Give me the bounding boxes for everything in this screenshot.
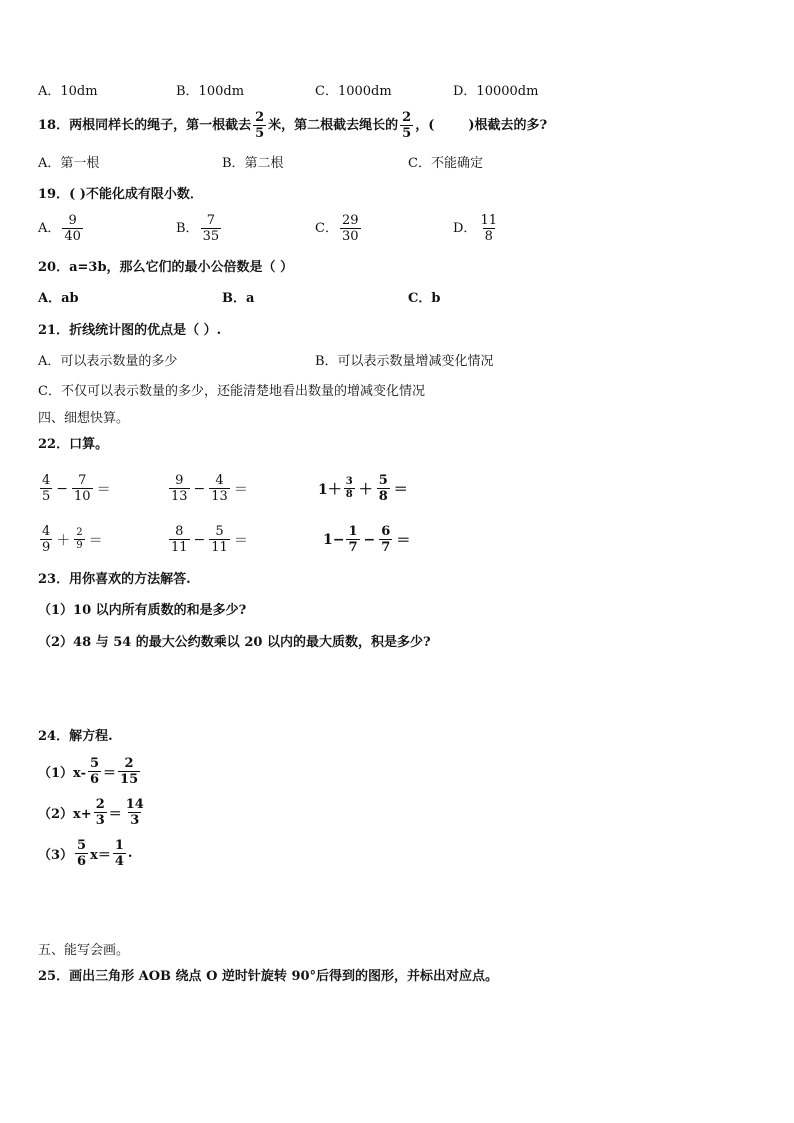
q23-part-2: （2）48 与 54 的最大公约数乘以 20 以内的最大质数，积是多少? bbox=[38, 635, 431, 650]
q20-option-b: B．a bbox=[222, 291, 255, 306]
q18-fraction-2: $\frac{2}{5}$ bbox=[402, 110, 412, 141]
section-four-heading: 四、细想快算。 bbox=[38, 411, 130, 426]
q21-option-a: A．可以表示数量的多少 bbox=[38, 354, 178, 369]
q23-part-1: （1）10 以内所有质数的和是多少? bbox=[38, 603, 247, 618]
q22-expression-2: $\frac{9}{13}$ − $\frac{4}{13}$ ＝ bbox=[171, 473, 248, 504]
q17-option-a: A．10dm bbox=[38, 84, 98, 99]
q20-option-a: A．ab bbox=[38, 291, 79, 306]
q22-expression-6: 1− $\frac{1}{7}$ − $\frac{6}{7}$ ＝ bbox=[323, 524, 411, 555]
q17-option-d: D．10000dm bbox=[453, 84, 539, 99]
q19-option-d: D． $\frac{11}{8}$ bbox=[453, 213, 497, 244]
q25-question: 25．画出三角形 AOB 绕点 O 逆时针旋转 90°后得到的图形，并标出对应点。 bbox=[38, 969, 499, 984]
q21-question: 21．折线统计图的优点是（ ）. bbox=[38, 323, 222, 338]
q22-expression-3: 1＋ $\frac{3}{8}$ ＋ $\frac{5}{8}$ ＝ bbox=[318, 473, 408, 504]
q20-question: 20．a=3b，那么它们的最小公倍数是（ ） bbox=[38, 260, 294, 275]
q24-equation-2: （2）x+ $\frac{2}{3}$ ＝ $\frac{14}{3}$ bbox=[38, 797, 144, 828]
q17-option-c: C．1000dm bbox=[315, 84, 392, 99]
q19-option-c: C． $\frac{29}{30}$ bbox=[315, 213, 359, 244]
q18-fraction-1: $\frac{2}{5}$ bbox=[255, 110, 265, 141]
q17-option-b: B．100dm bbox=[176, 84, 245, 99]
q24-equation-3: （3） $\frac{5}{6}$ x＝ $\frac{1}{4}$ . bbox=[38, 838, 133, 869]
q22-expression-4: $\frac{4}{9}$ ＋ $\frac{2}{9}$ ＝ bbox=[42, 524, 103, 555]
q22-question: 22．口算。 bbox=[38, 437, 109, 452]
q18-option-b: B．第二根 bbox=[222, 156, 284, 171]
q24-question: 24．解方程. bbox=[38, 729, 113, 744]
q23-question: 23．用你喜欢的方法解答. bbox=[38, 572, 191, 587]
q18-option-a: A．第一根 bbox=[38, 156, 100, 171]
q24-equation-1: （1）x- $\frac{5}{6}$ ＝ $\frac{2}{15}$ bbox=[38, 756, 139, 787]
q18-question: 18． 两根同样长的绳子，第一根截去 $\frac{2}{5}$ 米，第二根截去绳长的 $\frac{2}{5}$ ，( )根截去的多? bbox=[38, 110, 548, 141]
q19-question: 19．( )不能化成有限小数． bbox=[38, 187, 203, 202]
q21-option-c: C．不仅可以表示数量的多少，还能清楚地看出数量的增减变化情况 bbox=[38, 384, 425, 399]
q22-expression-5: $\frac{8}{11}$ − $\frac{5}{11}$ ＝ bbox=[171, 524, 248, 555]
q21-option-b: B．可以表示数量增减变化情况 bbox=[315, 354, 494, 369]
q18-option-c: C．不能确定 bbox=[408, 156, 483, 171]
q19-option-b: B． $\frac{7}{35}$ bbox=[176, 213, 220, 244]
q20-option-c: C．b bbox=[408, 291, 441, 306]
q19-option-a: A． $\frac{9}{40}$ bbox=[38, 213, 81, 244]
section-five-heading: 五、能写会画。 bbox=[38, 943, 130, 958]
q22-expression-1: $\frac{4}{5}$ − $\frac{7}{10}$ ＝ bbox=[42, 473, 111, 504]
